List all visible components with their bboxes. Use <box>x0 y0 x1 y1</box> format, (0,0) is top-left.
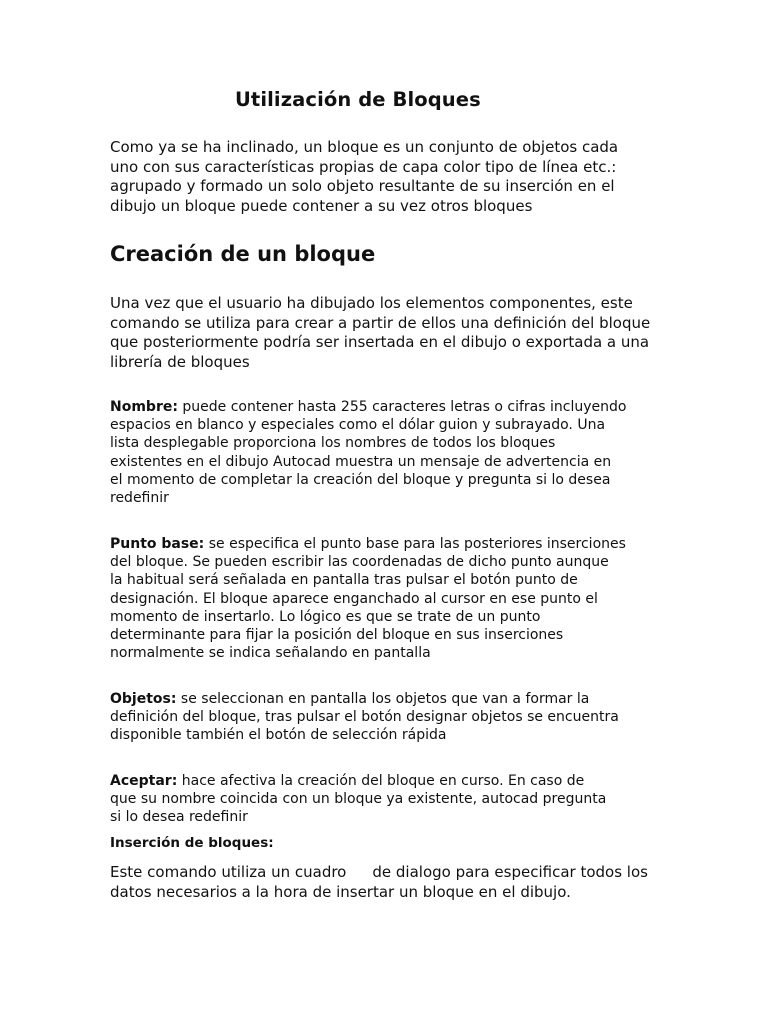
insercion-text-a: Este comando utiliza un cuadro <box>110 863 347 881</box>
punto-base-first-line <box>110 535 670 553</box>
punto-base-line: la habitual será señalada en pantalla tras pulsar el botón punto de <box>110 572 578 589</box>
nombre-paragraph <box>110 398 670 507</box>
section-paragraph <box>110 294 670 372</box>
punto-base-line: normalmente se indica señalando en pantalla <box>110 645 431 662</box>
nombre-line: existentes en el dibujo Autocad muestra un mensaje de advertencia en <box>110 453 612 470</box>
nombre-text: puede contener hasta 255 caracteres letras o cifras incluyendo <box>177 399 627 415</box>
intro-line: uno con sus características propias de capa color tipo de línea etc.: <box>110 157 617 176</box>
nombre-first-line <box>110 398 670 416</box>
section-line: librería de bloques <box>110 352 250 371</box>
insercion-heading: Inserción de bloques: <box>110 835 274 851</box>
punto-base-label: Punto base: <box>110 536 205 552</box>
punto-base-line: del bloque. Se pueden escribir las coordenadas de dicho punto aunque <box>110 554 609 571</box>
aceptar-label: Aceptar: <box>110 773 178 789</box>
objetos-first-line <box>110 690 670 708</box>
insercion-paragraph <box>110 863 670 902</box>
punto-base-text: se especifica el punto base para las posteriores inserciones <box>204 536 626 552</box>
nombre-line: espacios en blanco y especiales como el dólar guion y subrayado. Una <box>110 417 606 434</box>
section-line: Una vez que el usuario ha dibujado los elementos componentes, este <box>110 294 633 312</box>
nombre-line: redefinir <box>110 490 169 507</box>
punto-base-line: designación. El bloque aparece enganchado al cursor en ese punto el <box>110 590 598 607</box>
nombre-line: el momento de completar la creación del bloque y pregunta si lo desea <box>110 471 611 488</box>
objetos-line: definición del bloque, tras pulsar el botón designar objetos se encuentra <box>110 709 619 726</box>
section-heading: Creación de un bloque <box>110 242 376 266</box>
objetos-label: Objetos: <box>110 691 177 707</box>
punto-base-paragraph <box>110 535 670 662</box>
intro-paragraph <box>110 138 670 216</box>
insercion-line: datos necesarios a la hora de insertar un bloque en el dibujo. <box>110 882 571 901</box>
nombre-label: Nombre: <box>110 399 178 415</box>
nombre-line: lista desplegable proporciona los nombres de todos los bloques <box>110 435 556 452</box>
aceptar-line: si lo desea redefinir <box>110 809 248 826</box>
aceptar-line: que su nombre coincida con un bloque ya existente, autocad pregunta <box>110 791 607 808</box>
insercion-first-line <box>110 863 670 883</box>
objetos-paragraph <box>110 690 670 745</box>
objetos-text: se seleccionan en pantalla los objetos que van a formar la <box>176 691 590 707</box>
objetos-line: disponible también el botón de selección rápida <box>110 727 447 744</box>
document-title: Utilización de Bloques <box>235 88 481 111</box>
intro-line: dibujo un bloque puede contener a su vez otros bloques <box>110 196 533 215</box>
intro-line: agrupado y formado un solo objeto resultante de su inserción en el <box>110 177 615 195</box>
intro-line: Como ya se ha inclinado, un bloque es un conjunto de objetos cada <box>110 138 619 156</box>
punto-base-line: determinante para fijar la posición del bloque en sus inserciones <box>110 627 564 644</box>
punto-base-line: momento de insertarlo. Lo lógico es que se trate de un punto <box>110 608 541 625</box>
section-line: que posteriormente podría ser insertada en el dibujo o exportada a una <box>110 333 650 351</box>
insercion-text-b: de dialogo para especificar todos los <box>372 863 648 881</box>
aceptar-paragraph <box>110 772 670 827</box>
aceptar-text: hace afectiva la creación del bloque en curso. En caso de <box>177 773 585 789</box>
section-line: comando se utiliza para crear a partir de ellos una definición del bloque <box>110 313 651 332</box>
aceptar-first-line <box>110 772 670 790</box>
